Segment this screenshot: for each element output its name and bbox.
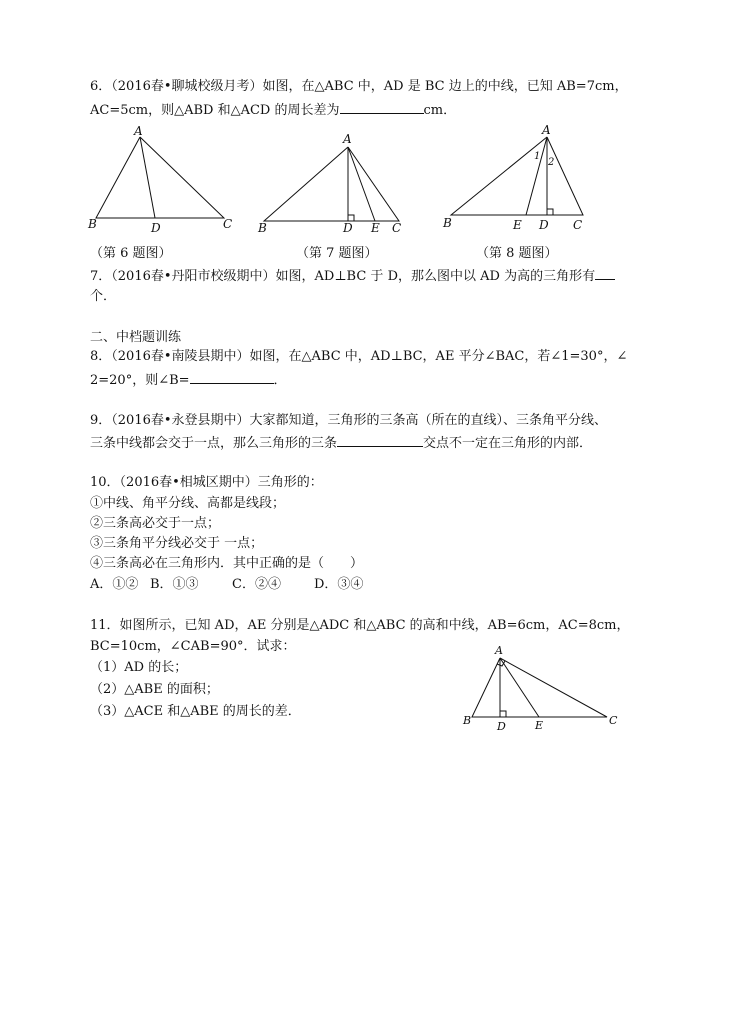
q10-option-b[interactable]: B．①③ <box>150 577 199 592</box>
q10-item-2: ②三条高必交于一点； <box>90 516 221 531</box>
q6-line2-post: cm． <box>423 103 457 118</box>
fig7-label-e: E <box>371 221 380 235</box>
section-2-title: 二、中档题训练 <box>90 330 182 345</box>
figure-11 <box>455 640 630 735</box>
fig6-triangle <box>96 137 224 218</box>
q9-line1: 9．（2016春•永登县期中）大家都知道，三角形的三条高（所在的直线）、三条角平分线、 <box>90 413 608 428</box>
fig11-label-d: D <box>497 720 506 733</box>
fig6-label-a: A <box>134 124 143 138</box>
fig8-label-b: B <box>443 216 452 230</box>
q10-option-c[interactable]: C．②④ <box>232 577 281 592</box>
q8-line1: 8．（2016春•南陵县期中）如图，在△ABC 中，AD⊥BC，AE 平分∠BAC，若∠1=30°，∠ <box>90 349 628 364</box>
q6-answer-blank[interactable] <box>340 100 424 114</box>
q11-part-3: （3）△ACE 和△ABE 的周长的差． <box>90 704 301 719</box>
q8-line2 <box>90 370 287 390</box>
fig6-label-d: D <box>151 221 161 235</box>
fig8-triangle <box>451 137 583 215</box>
fig8-caption: （第 8 题图） <box>476 246 558 261</box>
fig8-bisector-ae <box>526 137 547 215</box>
figure-8 <box>440 123 600 235</box>
q9-answer-blank[interactable] <box>337 433 423 447</box>
q7-line1 <box>90 266 615 286</box>
q8-line2-pre: 2=20°，则∠B= <box>90 373 190 388</box>
q10-item-4: ④三条高必在三角形内．其中正确的是（ ） <box>90 556 364 571</box>
fig8-label-c: C <box>573 218 583 232</box>
q9-line2-pre: 三条中线都会交于一点，那么三角形的三条 <box>90 436 338 451</box>
q10-item-3: ③三条角平分线必交于 一点； <box>90 536 264 551</box>
q10-option-a[interactable]: A．①② <box>90 577 139 592</box>
fig7-label-d: D <box>343 221 353 235</box>
q11-part-2: （2）△ABE 的面积； <box>90 682 219 697</box>
q11-line1: 11．如图所示，已知 AD，AE 分别是△ADC 和△ABC 的高和中线，AB=6cm，AC=8cm， <box>90 618 630 633</box>
fig11-label-c: C <box>609 714 618 727</box>
fig7-label-a: A <box>343 132 352 146</box>
q7-line1-text: 7．（2016春•丹阳市校级期中）如图，AD⊥BC 于 D，那么图中以 AD 为高的三角形有 <box>90 269 596 284</box>
q7-answer-blank[interactable] <box>595 266 615 280</box>
fig7-triangle <box>264 147 399 221</box>
q10-option-d[interactable]: D．③④ <box>314 577 364 592</box>
fig7-label-c: C <box>392 221 402 235</box>
q8-answer-blank[interactable] <box>190 370 274 384</box>
q10-options <box>90 576 363 594</box>
fig11-triangle <box>472 658 607 717</box>
q9-line2 <box>90 433 592 453</box>
fig8-label-one: 1 <box>534 151 541 162</box>
q7-line2: 个． <box>90 289 117 304</box>
q11-line2: BC=10cm，∠CAB=90°．试求： <box>90 639 296 654</box>
q10-stem: 10．（2016春•相城区期中）三角形的： <box>90 475 323 490</box>
q6-line1: 6．（2016春•聊城校级月考）如图，在△ABC 中，AD 是 BC 边上的中线，已知 AB=7cm， <box>90 79 628 94</box>
q6-line2-pre: AC=5cm，则△ABD 和△ACD 的周长差为 <box>90 103 340 118</box>
fig6-caption: （第 6 题图） <box>90 246 172 261</box>
fig11-label-e: E <box>535 719 544 732</box>
fig7-caption: （第 7 题图） <box>296 246 378 261</box>
fig8-label-e: E <box>513 218 522 232</box>
fig11-median-ae <box>500 658 539 717</box>
q8-line2-post: ． <box>273 373 287 388</box>
fig6-label-b: B <box>88 217 97 231</box>
fig8-right-angle-mark <box>547 209 553 215</box>
fig7-segment-ae <box>348 147 375 221</box>
fig11-label-a: A <box>495 644 503 657</box>
fig6-label-c: C <box>223 217 233 231</box>
figure-6 <box>80 125 250 240</box>
figure-7 <box>255 133 410 238</box>
fig8-label-d: D <box>539 218 549 232</box>
fig11-right-angle-mark-d <box>500 711 506 717</box>
q10-item-1: ①中线、角平分线、高都是线段； <box>90 496 286 511</box>
fig11-label-b: B <box>463 714 472 727</box>
q9-line2-post: 交点不一定在三角形的内部． <box>423 436 593 451</box>
q6-line2 <box>90 100 456 120</box>
q11-part-1: （1）AD 的长； <box>90 660 188 675</box>
fig7-label-b: B <box>258 221 267 235</box>
fig8-label-a: A <box>542 123 551 137</box>
fig8-label-two: 2 <box>548 157 555 168</box>
